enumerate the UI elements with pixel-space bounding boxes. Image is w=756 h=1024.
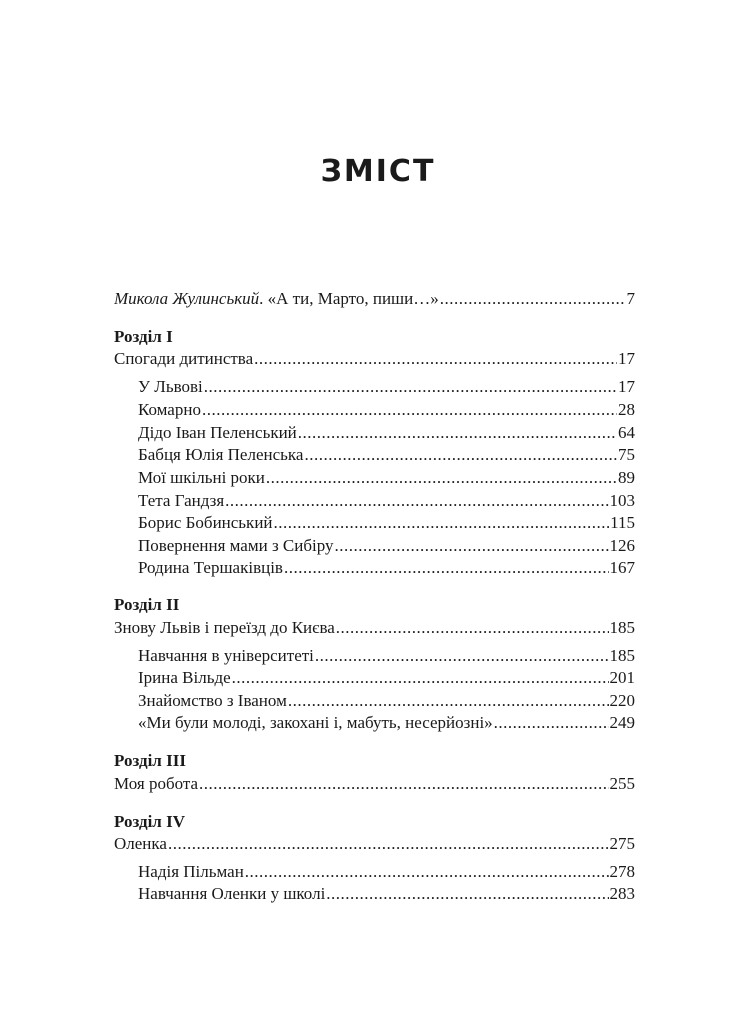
dot-leader (199, 772, 608, 796)
page-number: 167 (609, 558, 635, 577)
dot-leader (440, 287, 626, 311)
page-number: 28 (618, 400, 635, 419)
toc-chapter (114, 616, 635, 640)
toc-subentry (138, 556, 635, 580)
dot-leader (288, 689, 609, 713)
section-heading: Розділ I (114, 327, 173, 346)
entry-title: У Львові (138, 377, 203, 396)
dot-leader (284, 556, 609, 580)
dot-leader (254, 347, 617, 371)
toc-subentry (138, 711, 635, 735)
page-number: 115 (610, 513, 635, 532)
section-heading: Розділ II (114, 595, 180, 614)
page-number: 7 (626, 289, 635, 308)
entry-title: Повернення мами з Сибіру (138, 536, 334, 555)
page-number: 103 (609, 491, 635, 510)
toc-subentry (138, 534, 635, 558)
dot-leader (245, 860, 609, 884)
dot-leader (298, 421, 617, 445)
entry-title: Навчання в університеті (138, 646, 314, 665)
entry-title: Бабця Юлія Пеленська (138, 445, 304, 464)
entry-title: Дідо Іван Пеленський (138, 423, 297, 442)
entry-title: Навчання Оленки у школі (138, 884, 326, 903)
entry-title: Знайомство з Іваном (138, 691, 287, 710)
intro-title: . «А ти, Марто, пиши…» (259, 289, 439, 308)
page-number: 89 (618, 468, 635, 487)
toc-subentry (138, 375, 635, 399)
dot-leader (274, 511, 610, 535)
dot-leader (266, 466, 617, 490)
chapter-title: Моя робота (114, 774, 199, 793)
dot-leader (304, 443, 617, 467)
dot-leader (335, 534, 609, 558)
toc-subentry (138, 644, 635, 668)
toc-subentry (138, 489, 635, 513)
dot-leader (202, 398, 617, 422)
toc-entry-intro (114, 287, 635, 311)
entry-title: Тета Гандзя (138, 491, 225, 510)
entry-title: Надія Пільман (138, 862, 244, 881)
toc-subentry (138, 398, 635, 422)
page-number: 185 (609, 618, 635, 637)
page-number: 17 (618, 377, 635, 396)
chapter-title: Оленка (114, 834, 167, 853)
dot-leader (326, 882, 608, 906)
intro-author: Микола Жулинський (114, 289, 260, 308)
entry-title: Родина Тершаківців (138, 558, 283, 577)
toc-subentry (138, 421, 635, 445)
entry-title: Ірина Вільде (138, 668, 231, 687)
page-number: 220 (609, 691, 635, 710)
dot-leader (336, 616, 609, 640)
page-number: 201 (609, 668, 635, 687)
page-number: 278 (609, 862, 635, 881)
toc-subentry (138, 882, 635, 906)
dot-leader (232, 666, 609, 690)
toc-subentry (138, 689, 635, 713)
chapter-title: Знову Львів і переїзд до Києва (114, 618, 335, 637)
entry-title: «Ми були молоді, закохані і, мабуть, несерйозні» (138, 713, 493, 732)
dot-leader (315, 644, 609, 668)
toc-chapter (114, 772, 635, 796)
dot-leader (225, 489, 608, 513)
toc-chapter (114, 832, 635, 856)
page-number: 75 (618, 445, 635, 464)
page-number: 64 (618, 423, 635, 442)
page-number: 275 (609, 834, 635, 853)
dot-leader (204, 375, 617, 399)
toc-subentry (138, 666, 635, 690)
toc-chapter (114, 347, 635, 371)
entry-title: Борис Бобинський (138, 513, 273, 532)
dot-leader (168, 832, 609, 856)
page-number: 126 (609, 536, 635, 555)
toc-subentry (138, 511, 635, 535)
chapter-title: Спогади дитинства (114, 349, 254, 368)
section-heading: Розділ III (114, 751, 186, 770)
toc-subentry (138, 466, 635, 490)
toc-subentry (138, 860, 635, 884)
page-number: 283 (609, 884, 635, 903)
entry-title: Комарно (138, 400, 201, 419)
entry-title: Мої шкільні роки (138, 468, 265, 487)
toc-subentry (138, 443, 635, 467)
page-number: 17 (618, 349, 635, 368)
section-heading: Розділ IV (114, 812, 185, 831)
page-number: 249 (609, 713, 635, 732)
page-number: 255 (609, 774, 635, 793)
dot-leader (494, 711, 609, 735)
page-title: ЗМІСТ (320, 154, 436, 189)
page-number: 185 (609, 646, 635, 665)
